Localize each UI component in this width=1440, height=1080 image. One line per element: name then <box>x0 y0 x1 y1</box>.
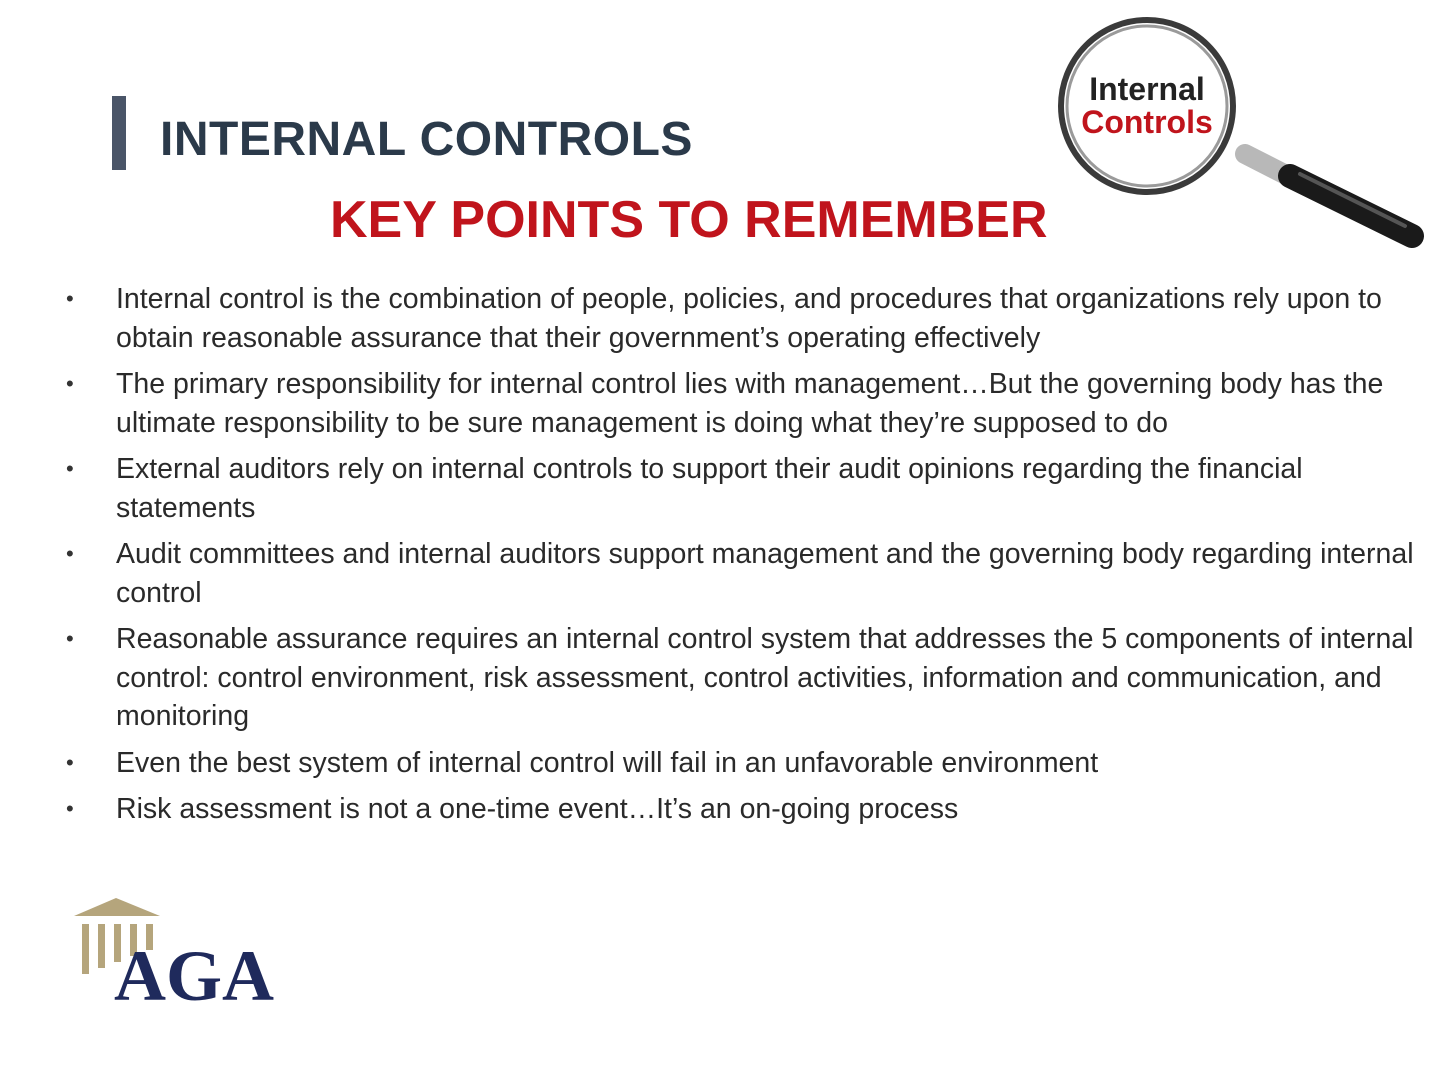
magnifier-text-line1: Internal <box>1089 71 1205 107</box>
magnifier-text-line2: Controls <box>1081 104 1213 140</box>
bullet-icon: • <box>66 541 74 566</box>
list-item-text: Even the best system of internal control will fail in an unfavorable environment <box>116 746 1099 779</box>
list-item <box>66 535 1416 612</box>
bullet-icon: • <box>66 456 74 481</box>
list-item <box>66 790 1416 829</box>
list-item <box>66 280 1416 357</box>
page-subtitle: KEY POINTS TO REMEMBER <box>330 191 1048 249</box>
list-item-text: Risk assessment is not a one-time event…It’s an on-going process <box>116 793 959 825</box>
logo-text: AGA <box>114 936 274 1006</box>
list-item <box>66 620 1416 736</box>
title-accent-bar <box>112 96 126 170</box>
page-title: INTERNAL CONTROLS <box>160 113 693 166</box>
magnifying-glass-icon <box>1050 14 1430 254</box>
bullet-icon: • <box>66 371 74 396</box>
bullet-icon: • <box>66 286 74 311</box>
list-item-text: Audit committees and internal auditors support management and the governing body regarding internal control <box>116 538 1414 609</box>
list-item-text: Reasonable assurance requires an internal control system that addresses the 5 components of internal control: control environment, risk assessment, control activities, information and communication, and monitoring <box>116 623 1414 732</box>
list-item-text: The primary responsibility for internal control lies with management…But the governing body has the ultimate responsibility to be sure management is doing what they’re supposed to do <box>116 368 1384 439</box>
list-item-text: Internal control is the combination of people, policies, and procedures that organizations rely upon to obtain reasonable assurance that their government’s operating effectively <box>116 283 1382 354</box>
bullet-icon: • <box>66 626 74 651</box>
list-item <box>66 744 1416 783</box>
list-item <box>66 365 1416 442</box>
list-item-text: External auditors rely on internal controls to support their audit opinions regarding the financial statements <box>116 453 1303 524</box>
key-points-list <box>66 280 1416 837</box>
aga-logo <box>72 894 302 1006</box>
list-item <box>66 450 1416 527</box>
bullet-icon: • <box>66 796 74 821</box>
bullet-icon: • <box>66 749 74 775</box>
magnifier-handle <box>1245 154 1412 236</box>
